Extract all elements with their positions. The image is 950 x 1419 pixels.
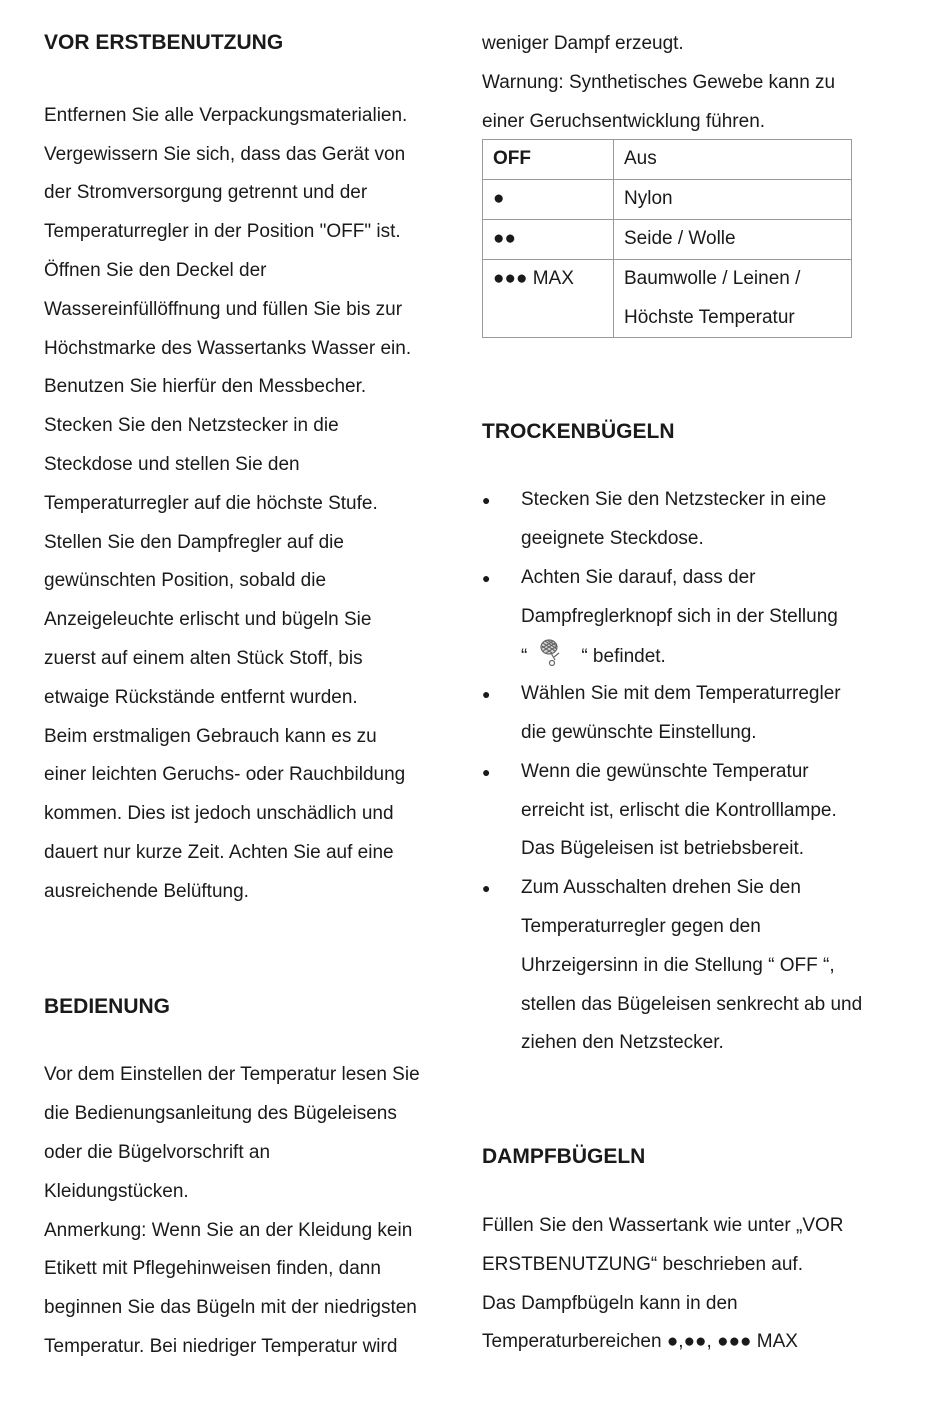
text-line: erreicht ist, erlischt die Kontrolllampe.: [521, 799, 837, 821]
text-line: Anmerkung: Wenn Sie an der Kleidung kein: [44, 1219, 413, 1241]
text-line: zuerst auf einem alten Stück Stoff, bis: [44, 647, 363, 669]
right-column: [482, 25, 922, 1362]
heading-trockenbuegeln: TROCKENBÜGELN: [482, 420, 675, 444]
bullet-icon: ●: [482, 569, 491, 586]
table-cell-fabric: Nylon: [614, 180, 852, 220]
table-row: [483, 259, 852, 338]
bullet-icon: ●: [482, 686, 491, 703]
text-line: Stellen Sie den Dampfregler auf die: [44, 531, 344, 553]
text-line: Achten Sie darauf, dass der: [521, 566, 756, 588]
temperature-table: [482, 139, 852, 338]
text-line: Steckdose und stellen Sie den: [44, 453, 300, 475]
text-line: Uhrzeigersinn in die Stellung “ OFF “,: [521, 954, 835, 976]
text-line: Wählen Sie mit dem Temperaturregler: [521, 683, 841, 705]
list-item: [482, 869, 922, 1063]
steam-off-icon: [537, 636, 567, 668]
text-line: einer Geruchsentwicklung führen.: [482, 110, 766, 132]
table-cell-setting: ●●● MAX: [483, 259, 614, 338]
text-line: beginnen Sie das Bügeln mit der niedrigsten: [44, 1297, 417, 1319]
section-dampfbuegeln-body: [482, 1207, 922, 1362]
text-line: Vergewissern Sie sich, dass das Gerät von: [44, 143, 406, 165]
spacer: [44, 1026, 454, 1056]
table-cell-fabric: Seide / Wolle: [614, 219, 852, 259]
list-item: [482, 753, 922, 869]
spacer: [482, 338, 922, 413]
text-line: Anzeigeleuchte erlischt und bügeln Sie: [44, 609, 372, 631]
text-line: Das Dampfbügeln kann in den: [482, 1292, 738, 1314]
text-line: Beim erstmaligen Gebrauch kann es zu: [44, 725, 377, 747]
table-cell-setting: OFF: [483, 140, 614, 180]
text-line: kommen. Dies ist jedoch unschädlich und: [44, 803, 394, 825]
text-line: die Bedienungsanleitung des Bügeleisens: [44, 1103, 397, 1125]
text-line: Temperaturregler auf die höchste Stufe.: [44, 492, 378, 514]
quote-open: “: [521, 646, 528, 668]
text-line: stellen das Bügeleisen senkrecht ab und: [521, 993, 863, 1015]
table-cell-setting: ●: [483, 180, 614, 220]
table-row: [483, 140, 852, 180]
heading-dampfbuegeln: DAMPFBÜGELN: [482, 1145, 646, 1169]
text-line: Höchstmarke des Wassertanks Wasser ein.: [44, 337, 412, 359]
heading-vor-erstbenutzung: VOR ERSTBENUTZUNG: [44, 31, 284, 54]
table-cell-fabric: Aus: [614, 140, 852, 180]
text-line: geeignete Steckdose.: [521, 527, 704, 549]
table-row: [483, 219, 852, 259]
text-line: dauert nur kurze Zeit. Achten Sie auf eine: [44, 841, 394, 863]
left-column: [44, 24, 454, 1367]
spacer: [482, 1177, 922, 1207]
text-line-with-icon: [521, 636, 922, 675]
text-line: Kleidungstücken.: [44, 1180, 189, 1202]
text-line: Wenn die gewünschte Temperatur: [521, 760, 809, 782]
text-line: Warnung: Synthetisches Gewebe kann zu: [482, 71, 836, 93]
quote-close: “ befindet.: [581, 646, 666, 668]
text-line: Wassereinfüllöffnung und füllen Sie bis zur: [44, 298, 403, 320]
bullet-icon: ●: [482, 492, 491, 509]
text-line: ausreichende Belüftung.: [44, 880, 249, 902]
text-line: etwaige Rückstände entfernt wurden.: [44, 686, 358, 708]
text-line: gewünschten Position, sobald die: [44, 570, 327, 592]
spacer: [44, 63, 454, 97]
text-line: Das Bügeleisen ist betriebsbereit.: [521, 838, 805, 860]
section-bedienung-body: [44, 1056, 454, 1366]
text-line: Temperaturregler in der Position "OFF" ist.: [44, 221, 401, 243]
text-line: Füllen Sie den Wassertank wie unter „VOR: [482, 1214, 844, 1236]
text-line: Benutzen Sie hierfür den Messbecher.: [44, 376, 367, 398]
spacer: [482, 1063, 922, 1138]
table-cell-setting: ●●: [483, 219, 614, 259]
list-item: [482, 675, 922, 753]
table-cell-fabric-line: Höchste Temperatur: [624, 306, 795, 328]
section-vor-erstbenutzung-body: [44, 97, 454, 912]
text-line: Entfernen Sie alle Verpackungsmaterialien.: [44, 104, 408, 126]
text-line: Temperatur. Bei niedriger Temperatur wird: [44, 1335, 398, 1357]
text-line: Stecken Sie den Netzstecker in eine: [521, 489, 827, 511]
text-line: Stecken Sie den Netzstecker in die: [44, 415, 339, 437]
list-item: [482, 481, 922, 559]
text-line: die gewünschte Einstellung.: [521, 721, 757, 743]
text-line: Dampfreglerknopf sich in der Stellung: [521, 605, 838, 627]
bullet-icon: ●: [482, 880, 491, 897]
spacer: [44, 912, 454, 988]
text-line: Temperaturregler gegen den: [521, 915, 761, 937]
table-row: [483, 180, 852, 220]
text-line: Öffnen Sie den Deckel der: [44, 259, 267, 281]
bullet-icon: ●: [482, 763, 491, 780]
text-line: Etikett mit Pflegehinweisen finden, dann: [44, 1258, 381, 1280]
text-line: oder die Bügelvorschrift an: [44, 1141, 271, 1163]
text-line: einer leichten Geruchs- oder Rauchbildung: [44, 764, 406, 786]
text-line: weniger Dampf erzeugt.: [482, 33, 684, 54]
text-line: der Stromversorgung getrennt und der: [44, 182, 368, 204]
text-line: Vor dem Einstellen der Temperatur lesen Sie: [44, 1064, 420, 1086]
text-line: Temperaturbereichen ●,●●, ●●● MAX: [482, 1331, 798, 1353]
table-cell-fabric: [614, 259, 852, 338]
list-item: [482, 559, 922, 675]
table-cell-fabric-line: Baumwolle / Leinen /: [624, 267, 801, 289]
text-line: ERSTBENUTZUNG“ beschrieben auf.: [482, 1253, 803, 1275]
text-line: Zum Ausschalten drehen Sie den: [521, 877, 801, 899]
text-line: ziehen den Netzstecker.: [521, 1032, 724, 1054]
trockenbuegeln-list: [482, 481, 922, 1063]
spacer: [482, 452, 922, 481]
heading-bedienung: BEDIENUNG: [44, 994, 171, 1018]
